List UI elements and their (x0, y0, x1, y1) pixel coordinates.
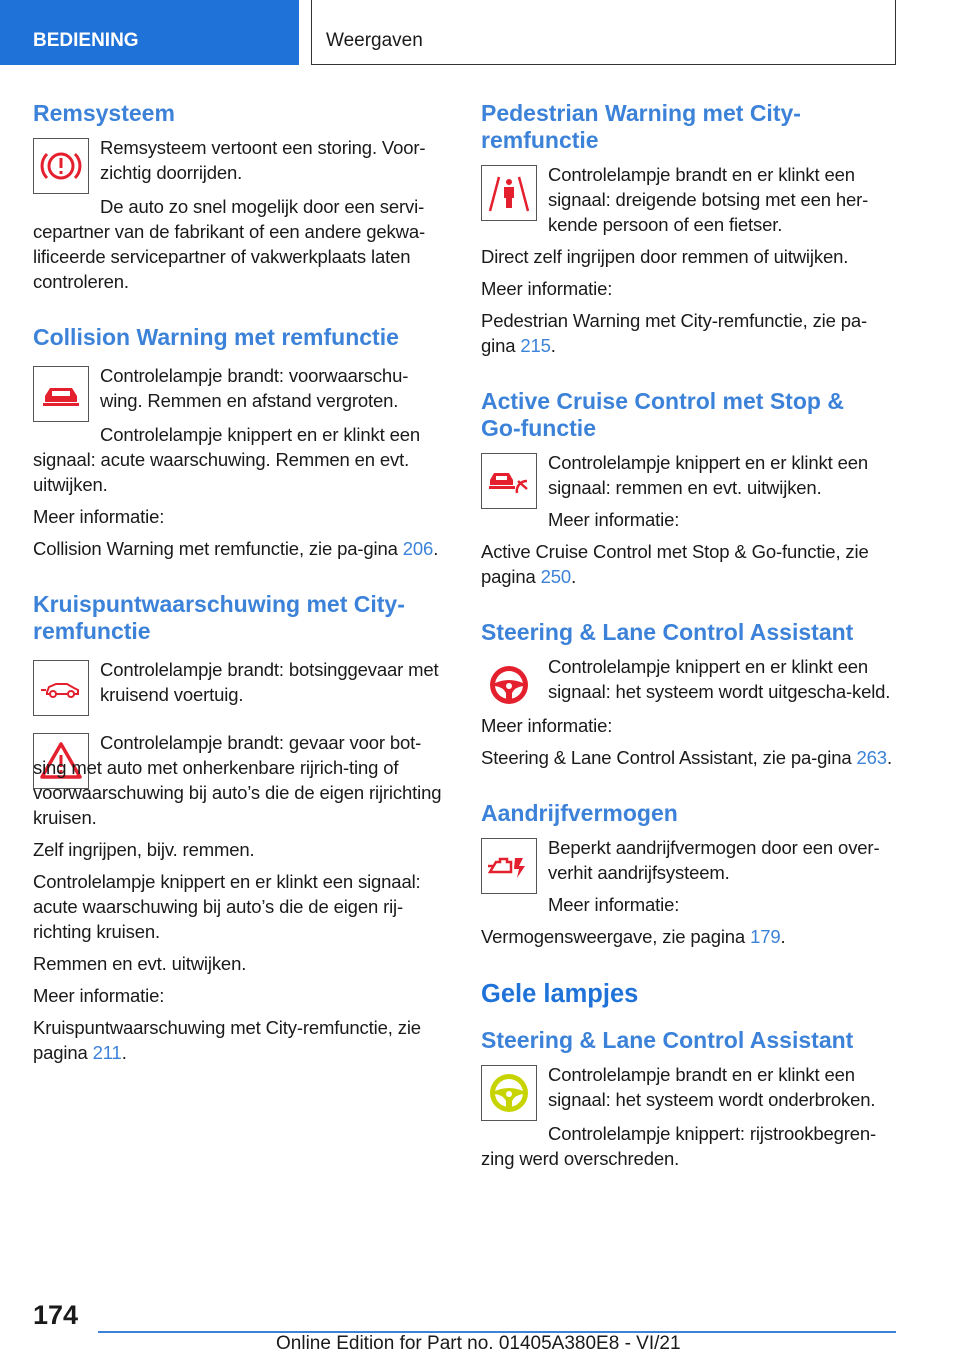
footer-edition: Online Edition for Part no. 01405A380E8 - VI/21 (276, 1333, 681, 1354)
section-acc (481, 388, 893, 589)
steering-ref-text: Steering & Lane Control Assistant, zie pa-gina (481, 747, 857, 768)
brake-warning-icon (33, 138, 89, 194)
remsysteem-icon-row (33, 135, 445, 194)
steering-ref-end: . (886, 747, 892, 768)
section-remsysteem (33, 100, 445, 294)
steering-wheel-yellow-icon (481, 1065, 537, 1121)
section-steering (481, 619, 893, 770)
acc-more: Meer informatie: (548, 509, 680, 530)
steering-wheel-red-icon (481, 657, 537, 713)
pedestrian-ref-end: . (550, 335, 556, 356)
pedestrian-ref (481, 308, 893, 358)
section-title: BEDIENING (33, 30, 139, 51)
kruispunt-ref (33, 1015, 445, 1065)
page-number: 174 (33, 1300, 79, 1330)
collision-heading: Collision Warning met remfunctie (33, 324, 399, 350)
pedestrian-heading: Pedestrian Warning met City-remfunctie (481, 100, 801, 153)
aandrijf-text (548, 835, 893, 924)
kruispunt-ref-text: Kruispuntwaarschuwing met City-remfunctie, zie pagina (33, 1017, 421, 1063)
steering2-p2: Controlelampje knippert: rijstrookbegren-zing werd overschreden. (481, 1123, 877, 1169)
kruispunt-p3: Zelf ingrijpen, bijv. remmen. (33, 839, 255, 860)
pedestrian-warning-icon (481, 165, 537, 221)
steering2-icon-row (481, 1062, 893, 1121)
acc-heading: Active Cruise Control met Stop & Go-functie (481, 388, 844, 441)
kruispunt-heading: Kruispuntwaarschuwing met City-remfunctie (33, 591, 405, 644)
aandrijf-page-link[interactable]: 179 (750, 926, 781, 947)
acc-p1: Controlelampje knippert en er klinkt een signaal: remmen en evt. uitwijken. (548, 452, 868, 498)
right-column (481, 100, 893, 1178)
acc-icon-row (481, 450, 893, 539)
collision-p1: Controlelampje brandt: voorwaarschu-wing. Remmen en afstand vergroten. (100, 365, 409, 411)
acc-page-link[interactable]: 250 (540, 566, 572, 587)
gele-heading: Gele lampjes (481, 980, 639, 1008)
pedestrian-ref-text: Pedestrian Warning met City-remfunctie, zie pa-gina (481, 310, 868, 356)
chapter-tab (311, 0, 896, 65)
aandrijf-p1: Beperkt aandrijfvermogen door een over-verhit aandrijfsysteem. (548, 837, 880, 883)
pedestrian-text (548, 162, 893, 244)
kruispunt-p4: Controlelampje knippert en er klinkt een signaal: acute waarschuwing bij auto’s die de eigen rij-richting kruisen. (33, 871, 421, 942)
remsysteem-p2: De auto zo snel mogelijk door een servi-cepartner van de fabrikant of een andere gekwa-lificeerde servicepartner of vakwerkplaats laten controleren. (33, 196, 425, 292)
acc-ref-end: . (571, 566, 577, 587)
steering-icon-row (481, 654, 893, 713)
crossing-car-icon (33, 660, 89, 716)
steering-p1: Controlelampje knippert en er klinkt een signaal: het systeem wordt uitgescha-keld. (548, 656, 891, 702)
pedestrian-icon-row (481, 162, 893, 244)
remsysteem-p1: Remsysteem vertoont een storing. Voor-zichtig doorrijden. (100, 137, 426, 183)
collision-more: Meer informatie: (33, 506, 165, 527)
pedestrian-page-link[interactable]: 215 (520, 335, 551, 356)
aandrijf-ref-text: Vermogensweergave, zie pagina (481, 926, 751, 947)
collision-ref-text: Collision Warning met remfunctie, zie pa-gina (33, 538, 403, 559)
collision-ref-end: . (433, 538, 439, 559)
steering-more: Meer informatie: (481, 715, 613, 736)
kruispunt-page-link[interactable]: 211 (92, 1042, 122, 1063)
collision-ref (33, 536, 445, 561)
collision-page-link[interactable]: 206 (402, 538, 434, 559)
kruispunt-more: Meer informatie: (33, 985, 165, 1006)
section-pedestrian (481, 100, 893, 358)
acc-ref-text: Active Cruise Control met Stop & Go-functie, zie pagina (481, 541, 869, 587)
steering2-heading: Steering & Lane Control Assistant (481, 1027, 854, 1053)
steering2-p1: Controlelampje brandt en er klinkt een signaal: het systeem wordt onderbroken. (548, 1064, 876, 1110)
pedestrian-p2: Direct zelf ingrijpen door remmen of uitwijken. (481, 246, 849, 267)
section-kruispunt (33, 591, 445, 1065)
acc-ref (481, 539, 893, 589)
section-collision (33, 324, 445, 561)
collision-p2: Controlelampje knippert en er klinkt een signaal: acute waarschuwing. Remmen en evt. uitwijken. (33, 424, 420, 495)
kruispunt-text-1 (100, 657, 445, 716)
steering-heading: Steering & Lane Control Assistant (481, 619, 854, 645)
section-tab (0, 0, 299, 65)
aandrijf-heading: Aandrijfvermogen (481, 800, 678, 826)
kruispunt-p1: Controlelampje brandt: botsinggevaar met kruisend voertuig. (100, 659, 439, 705)
kruispunt-ref-end: . (121, 1042, 127, 1063)
steering-page-link[interactable]: 263 (856, 747, 887, 768)
remsysteem-heading: Remsysteem (33, 100, 175, 126)
drive-power-icon (481, 838, 537, 894)
acc-text (548, 450, 893, 539)
aandrijf-ref-end: . (780, 926, 786, 947)
aandrijf-icon-row (481, 835, 893, 924)
pedestrian-p1: Controlelampje brandt en er klinkt een signaal: dreigende botsing met een her-kende persoon of een fietser. (548, 164, 869, 235)
collision-icon-row (33, 363, 445, 422)
acc-distance-icon (481, 453, 537, 509)
collision-car-icon (33, 366, 89, 422)
aandrijf-more: Meer informatie: (548, 894, 680, 915)
chapter-title: Weergaven (326, 30, 423, 51)
steering-text (548, 654, 893, 713)
kruispunt-icon-row-1 (33, 657, 445, 716)
kruispunt-p2: Controlelampje brandt: gevaar voor bot-sing met auto met onherkenbare rijrich-ting of voorwaarschuwing bij auto’s die de eigen rijrichting kruisen. (33, 732, 442, 828)
kruispunt-p5: Remmen en evt. uitwijken. (33, 953, 247, 974)
steering2-text (548, 1062, 893, 1121)
aandrijf-ref (481, 924, 893, 949)
collision-text (100, 363, 445, 422)
section-gele-lampjes (481, 979, 893, 1171)
left-column (33, 100, 445, 1095)
pedestrian-more: Meer informatie: (481, 278, 613, 299)
section-aandrijf (481, 800, 893, 949)
steering-ref (481, 745, 893, 770)
remsysteem-text (100, 135, 445, 194)
